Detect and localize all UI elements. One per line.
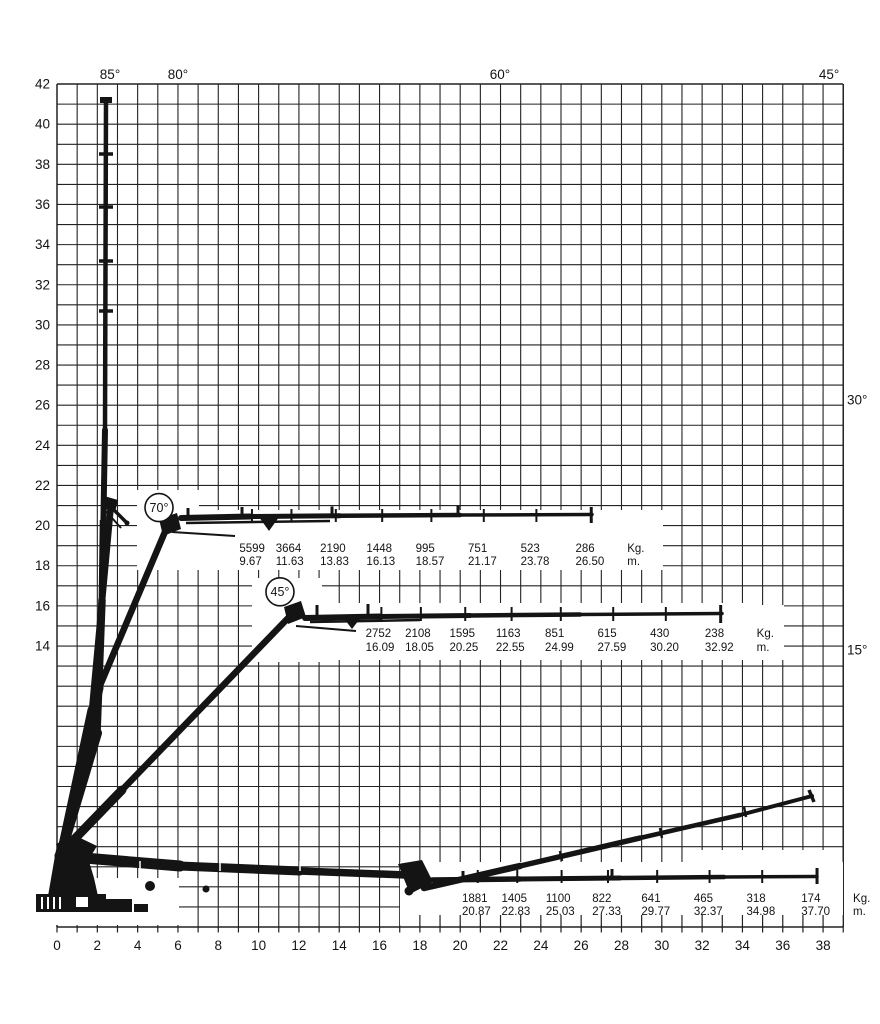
capacity-kg-value: 238 <box>704 628 725 640</box>
capacity-kg-value: 2752 <box>365 628 392 640</box>
capacity-m-value: 29.77 <box>641 906 671 918</box>
angle-label-top: 45° <box>818 67 840 82</box>
capacity-m-value: 16.09 <box>365 642 395 654</box>
capacity-kg-value: 430 <box>650 628 670 640</box>
angle-label-right: 15° <box>847 642 868 658</box>
capacity-m-value: 32.37 <box>693 906 723 918</box>
capacity-m-value: 20.25 <box>449 642 479 654</box>
capacity-m-value: 23.78 <box>520 556 550 568</box>
capacity-kg-value: 1100 <box>545 893 571 905</box>
unit-label-m: m. <box>756 642 770 654</box>
x-axis-label: 26 <box>573 938 589 953</box>
x-axis-label: 34 <box>734 938 750 953</box>
y-axis-label: 14 <box>34 638 50 654</box>
y-axis-label: 34 <box>34 237 50 253</box>
y-axis-label: 24 <box>34 437 50 453</box>
capacity-kg-value: 286 <box>575 543 595 555</box>
angle-label-right: 30° <box>847 392 868 408</box>
capacity-kg-value: 3664 <box>275 543 302 555</box>
angle-badge-45 <box>266 578 294 606</box>
y-axis-label: 26 <box>34 397 50 413</box>
capacity-m-value: 18.05 <box>405 642 434 654</box>
angle-badge-70 <box>145 494 173 522</box>
y-axis-label: 20 <box>34 518 50 534</box>
x-axis-label: 4 <box>133 938 142 953</box>
x-axis-label: 38 <box>815 938 831 953</box>
capacity-kg-value: 2190 <box>320 543 346 555</box>
capacity-kg-value: 1163 <box>495 628 521 640</box>
x-axis-label: 24 <box>533 938 549 953</box>
y-axis-label: 30 <box>34 317 50 333</box>
capacity-m-value: 34.98 <box>746 906 776 918</box>
unit-label-m: m. <box>853 906 866 918</box>
capacity-m-value: 27.33 <box>592 906 622 918</box>
angle-label-top: 85° <box>99 67 121 82</box>
capacity-m-value: 27.59 <box>597 642 627 654</box>
angle-label-top: 80° <box>167 67 189 82</box>
capacity-kg-value: 2108 <box>405 628 431 640</box>
capacity-kg-value: 1405 <box>501 893 528 905</box>
y-axis-label: 18 <box>34 558 50 574</box>
x-axis-label: 12 <box>291 938 307 953</box>
y-axis-label: 42 <box>34 76 50 92</box>
capacity-m-value: 21.17 <box>468 556 497 568</box>
unit-label-kg: Kg. <box>756 628 774 640</box>
y-axis-label: 16 <box>34 598 50 614</box>
y-axis-label: 40 <box>34 116 50 132</box>
y-axis-label: 28 <box>34 357 50 373</box>
capacity-kg-value: 851 <box>545 628 565 640</box>
x-axis-label: 6 <box>174 938 182 953</box>
capacity-kg-value: 615 <box>597 628 617 640</box>
capacity-kg-value: 822 <box>592 893 612 905</box>
x-axis-label: 18 <box>412 938 428 953</box>
capacity-kg-value: 1881 <box>461 893 488 905</box>
capacity-kg-value: 465 <box>693 893 714 905</box>
x-axis-label: 20 <box>452 938 468 953</box>
capacity-m-value: 22.55 <box>495 642 525 654</box>
capacity-m-value: 9.67 <box>239 556 262 568</box>
capacity-kg-value: 995 <box>415 543 435 555</box>
capacity-m-value: 30.20 <box>650 642 679 654</box>
x-axis-label: 16 <box>372 938 388 953</box>
y-axis-labels <box>35 77 51 654</box>
capacity-kg-value: 641 <box>641 893 661 905</box>
capacity-m-value: 16.13 <box>366 556 396 568</box>
x-axis-label: 30 <box>654 938 670 953</box>
capacity-m-value: 13.83 <box>320 556 349 568</box>
capacity-m-value: 25.03 <box>545 906 575 918</box>
capacity-m-value: 18.57 <box>415 556 445 568</box>
unit-label-m: m. <box>627 556 641 568</box>
unit-label-kg: Kg. <box>853 893 871 905</box>
capacity-m-value: 24.99 <box>545 642 574 654</box>
x-axis-label: 8 <box>214 938 223 953</box>
capacity-kg-value: 318 <box>746 893 766 905</box>
y-axis-label: 36 <box>34 196 50 212</box>
capacity-m-value: 37.70 <box>801 906 831 918</box>
y-axis-label: 38 <box>34 156 50 172</box>
angle-label-top: 60° <box>489 67 511 82</box>
x-axis-label: 14 <box>331 938 347 953</box>
x-axis-label: 28 <box>613 938 629 953</box>
capacity-m-value: 32.92 <box>704 642 734 654</box>
angle-badge-label: 70° <box>149 500 169 515</box>
capacity-m-value: 22.83 <box>501 906 531 918</box>
capacity-kg-value: 174 <box>801 893 821 905</box>
x-axis-label: 0 <box>53 938 61 953</box>
capacity-kg-value: 1595 <box>449 628 476 640</box>
unit-label-kg: Kg. <box>627 543 645 555</box>
y-axis-label: 22 <box>34 477 50 493</box>
y-axis-label: 32 <box>34 277 50 293</box>
capacity-m-value: 11.63 <box>275 556 304 568</box>
capacity-kg-value: 751 <box>468 543 488 555</box>
capacity-kg-value: 5599 <box>239 543 265 555</box>
angle-badge-label: 45° <box>270 585 290 600</box>
capacity-kg-value: 523 <box>520 543 540 555</box>
x-axis-label: 10 <box>251 938 267 953</box>
capacity-m-value: 26.50 <box>575 556 605 568</box>
x-axis-label: 32 <box>694 938 710 953</box>
x-axis-label: 22 <box>493 938 509 953</box>
grid-cutout <box>700 850 842 863</box>
capacity-m-value: 20.87 <box>461 906 491 918</box>
x-axis-label: 36 <box>775 938 791 953</box>
x-axis-label: 2 <box>93 938 102 953</box>
capacity-kg-value: 1448 <box>366 543 393 555</box>
